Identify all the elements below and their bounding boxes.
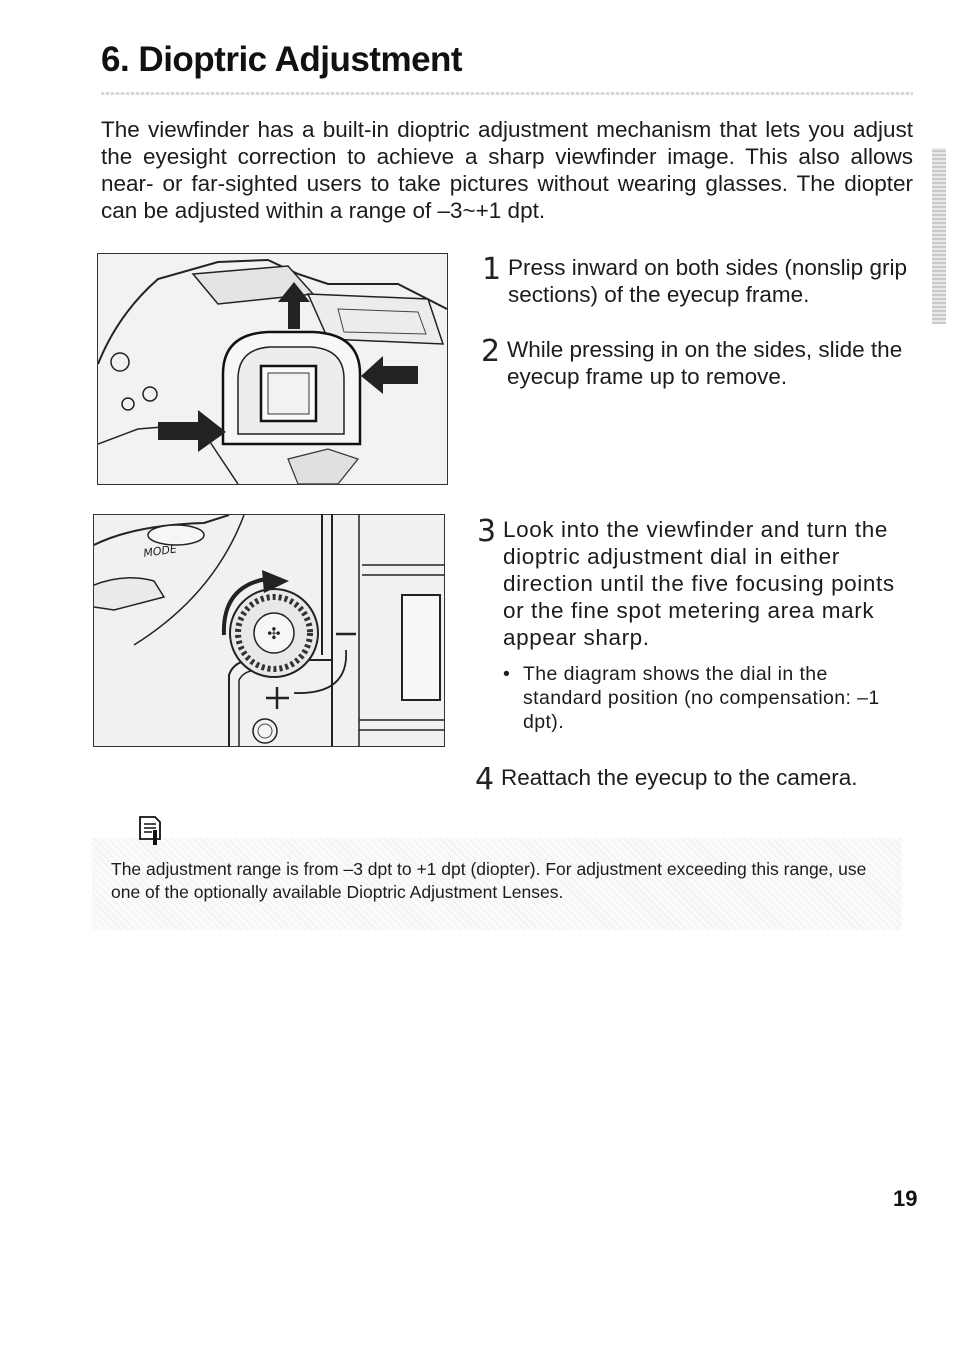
memo-icon [138,816,162,846]
step-1-number: 1 [482,252,502,287]
step-4-text: Reattach the eyecup to the camera. [501,765,858,790]
step-1-text: Press inward on both sides (nonslip grip sections) of the eyecup frame. [508,255,907,307]
bullet-text: The diagram shows the dial in the standard position (no compensation: –1 dpt). [523,663,880,733]
step-2 [481,334,912,390]
eyecup-removal-illustration [97,253,448,485]
svg-text:✣: ✣ [267,624,281,643]
step-3-text: Look into the viewfinder and turn the dioptric adjustment dial in either direction until the five focusing points or the fine spot metering area mark appear sharp. [503,517,895,650]
dioptric-dial-illustration [93,514,445,747]
note-text: The adjustment range is from –3 dpt to +1 dpt (diopter). For adjustment exceeding this range, use one of the optionally available Dioptric Adjustment Lenses. [111,859,867,902]
camera-eyecup-drawing [98,254,447,484]
step-3-bullet [503,662,905,734]
page-title: 6. Dioptric Adjustment [101,40,463,79]
step-3 [477,514,908,651]
mode-dial-label: MODE [142,542,178,560]
step-2-text: While pressing in on the sides, slide the eyecup frame up to remove. [507,337,903,389]
step-3-number: 3 [477,514,497,549]
step-4 [475,762,911,797]
step-4-number: 4 [475,762,495,797]
title-divider [101,92,913,95]
dioptric-dial-drawing [94,515,444,746]
intro-paragraph: The viewfinder has a built-in dioptric adjustment mechanism that lets you adjust the eyesight correction to achieve a sharp viewfinder image. This also allows near- or far-sighted users to take pictures without wearing glasses. The diopter can be adjusted within a range of –3~+1 dpt. [101,117,913,223]
section-edge-tab [932,148,946,324]
bullet-marker: • [503,663,510,685]
page-number: 19 [893,1186,918,1211]
step-1 [482,252,913,308]
step-2-number: 2 [481,334,501,369]
